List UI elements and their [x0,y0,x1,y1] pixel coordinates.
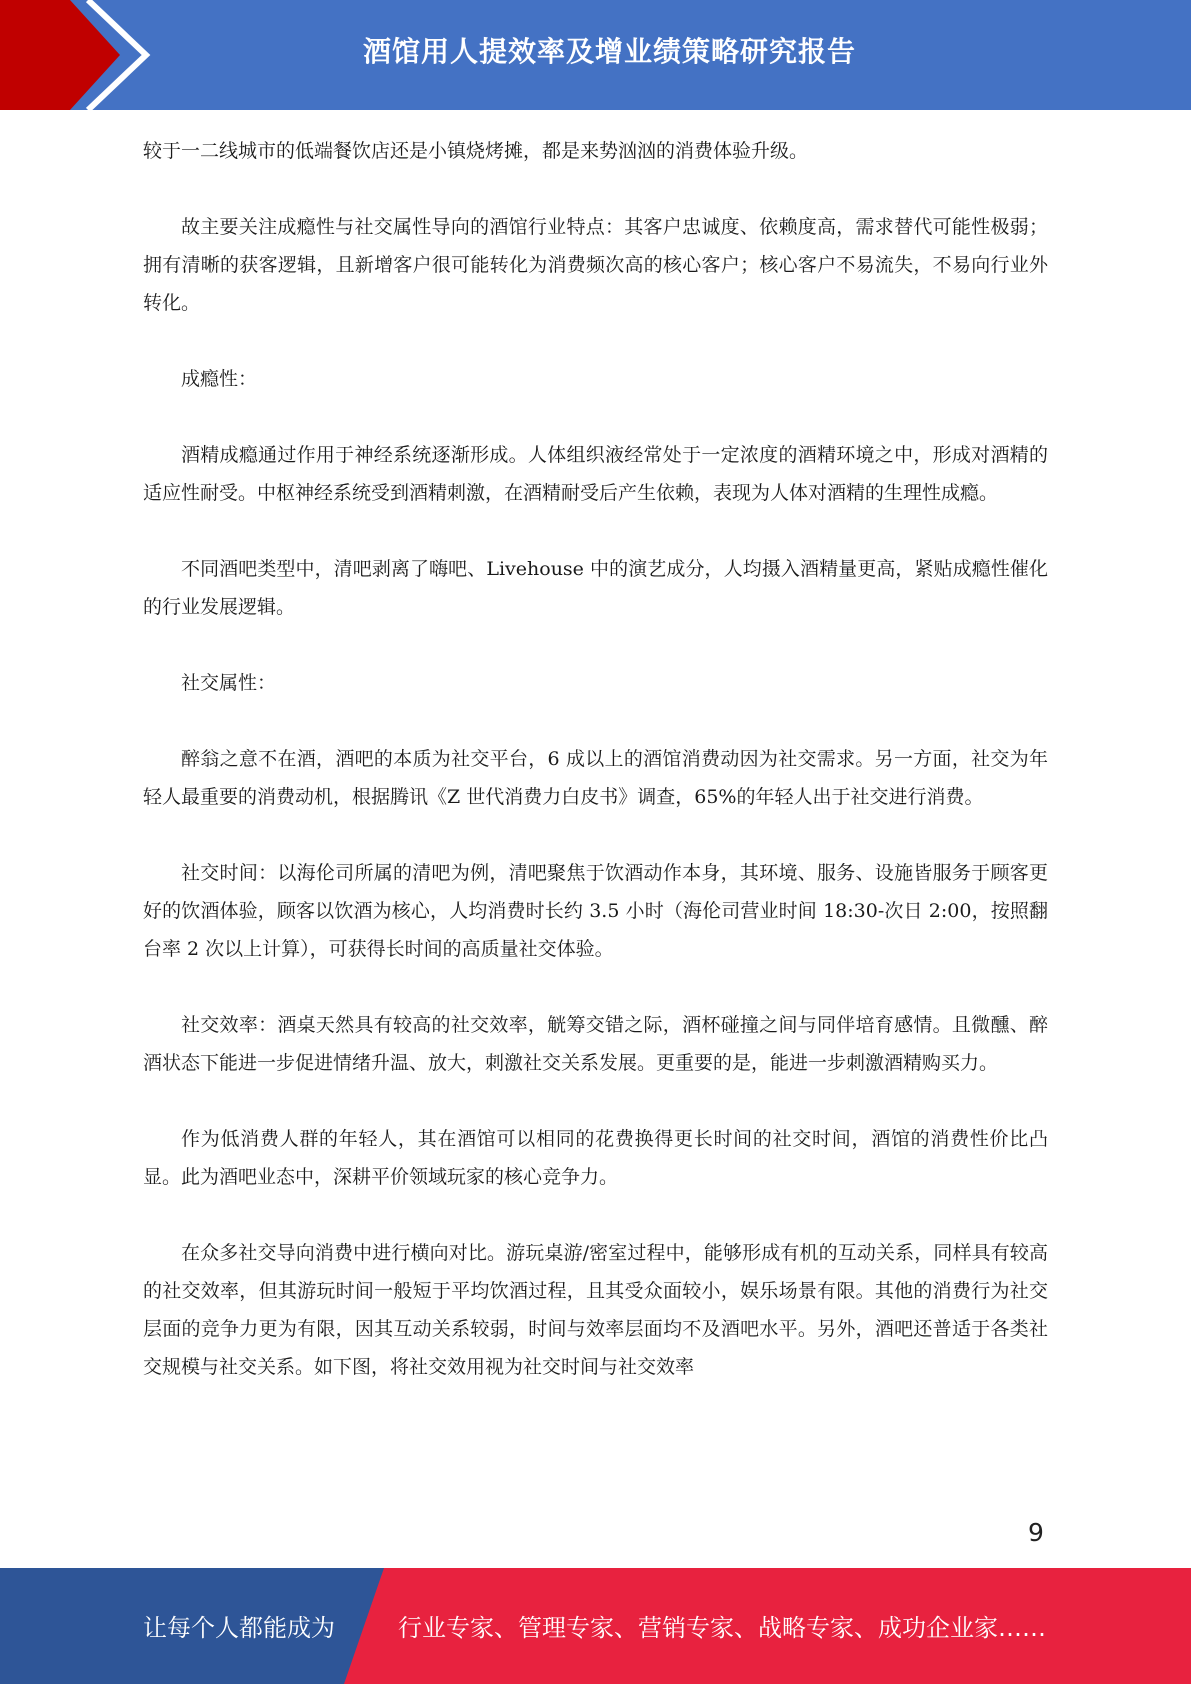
footer-slogan: 让每个人都能成为 [143,1614,335,1642]
paragraph: 作为低消费人群的年轻人，其在酒馆可以相同的花费换得更长时间的社交时间，酒馆的消费性价比凸显。此为酒吧业态中，深耕平价领域玩家的核心竞争力。 [143,1128,1048,1188]
footer-expert-list: 行业专家、管理专家、营销专家、战略专家、成功企业家…… [398,1614,1046,1642]
page-header [0,0,1191,110]
section-heading: 社交属性： [181,672,277,694]
paragraph: 在众多社交导向消费中进行横向对比。游玩桌游/密室过程中，能够形成有机的互动关系，同样具有较高的社交效率，但其游玩时间一般短于平均饮酒过程，且其受众面较小，娱乐场景有限。其他的消费行为社交层面的竞争力更为有限，因其互动关系较弱，时间与效率层面均不及酒吧水平。另外，酒吧还普适于各类社交规模与社交关系。如下图，将社交效用视为社交时间与社交效率 [143,1242,1048,1378]
report-title: 酒馆用人提效率及增业绩策略研究报告 [362,35,856,68]
paragraph: 醉翁之意不在酒，酒吧的本质为社交平台，6 成以上的酒馆消费动因为社交需求。另一方面，社交为年轻人最重要的消费动机，根据腾讯《Z 世代消费力白皮书》调查，65%的年轻人出于社交进行消费。 [143,748,1048,808]
page-footer [0,1568,1191,1684]
paragraph: 酒精成瘾通过作用于神经系统逐渐形成。人体组织液经常处于一定浓度的酒精环境之中，形成对酒精的适应性耐受。中枢神经系统受到酒精刺激，在酒精耐受后产生依赖，表现为人体对酒精的生理性成瘾。 [143,444,1048,504]
paragraph: 不同酒吧类型中，清吧剥离了嗨吧、Livehouse 中的演艺成分，人均摄入酒精量更高，紧贴成瘾性催化的行业发展逻辑。 [143,558,1048,618]
body-text [143,132,1048,1424]
paragraph: 社交时间：以海伦司所属的清吧为例，清吧聚焦于饮酒动作本身，其环境、服务、设施皆服务于顾客更好的饮酒体验，顾客以饮酒为核心，人均消费时长约 3.5 小时（海伦司营业时间 18:30-次日 2:00，按照翻台率 2 次以上计算），可获得长时间的高质量社交体验。 [143,862,1048,960]
section-heading: 成瘾性： [181,368,258,390]
paragraph: 社交效率：酒桌天然具有较高的社交效率，觥筹交错之际，酒杯碰撞之间与同伴培育感情。且微醺、醉酒状态下能进一步促进情绪升温、放大，刺激社交关系发展。更重要的是，能进一步刺激酒精购买力。 [143,1014,1048,1074]
page-number: 9 [1028,1518,1044,1547]
paragraph: 较于一二线城市的低端餐饮店还是小镇烧烤摊，都是来势汹汹的消费体验升级。 [143,140,809,162]
paragraph: 故主要关注成瘾性与社交属性导向的酒馆行业特点：其客户忠诚度、依赖度高，需求替代可能性极弱；拥有清晰的获客逻辑，且新增客户很可能转化为消费频次高的核心客户；核心客户不易流失，不易向行业外转化。 [143,216,1048,314]
